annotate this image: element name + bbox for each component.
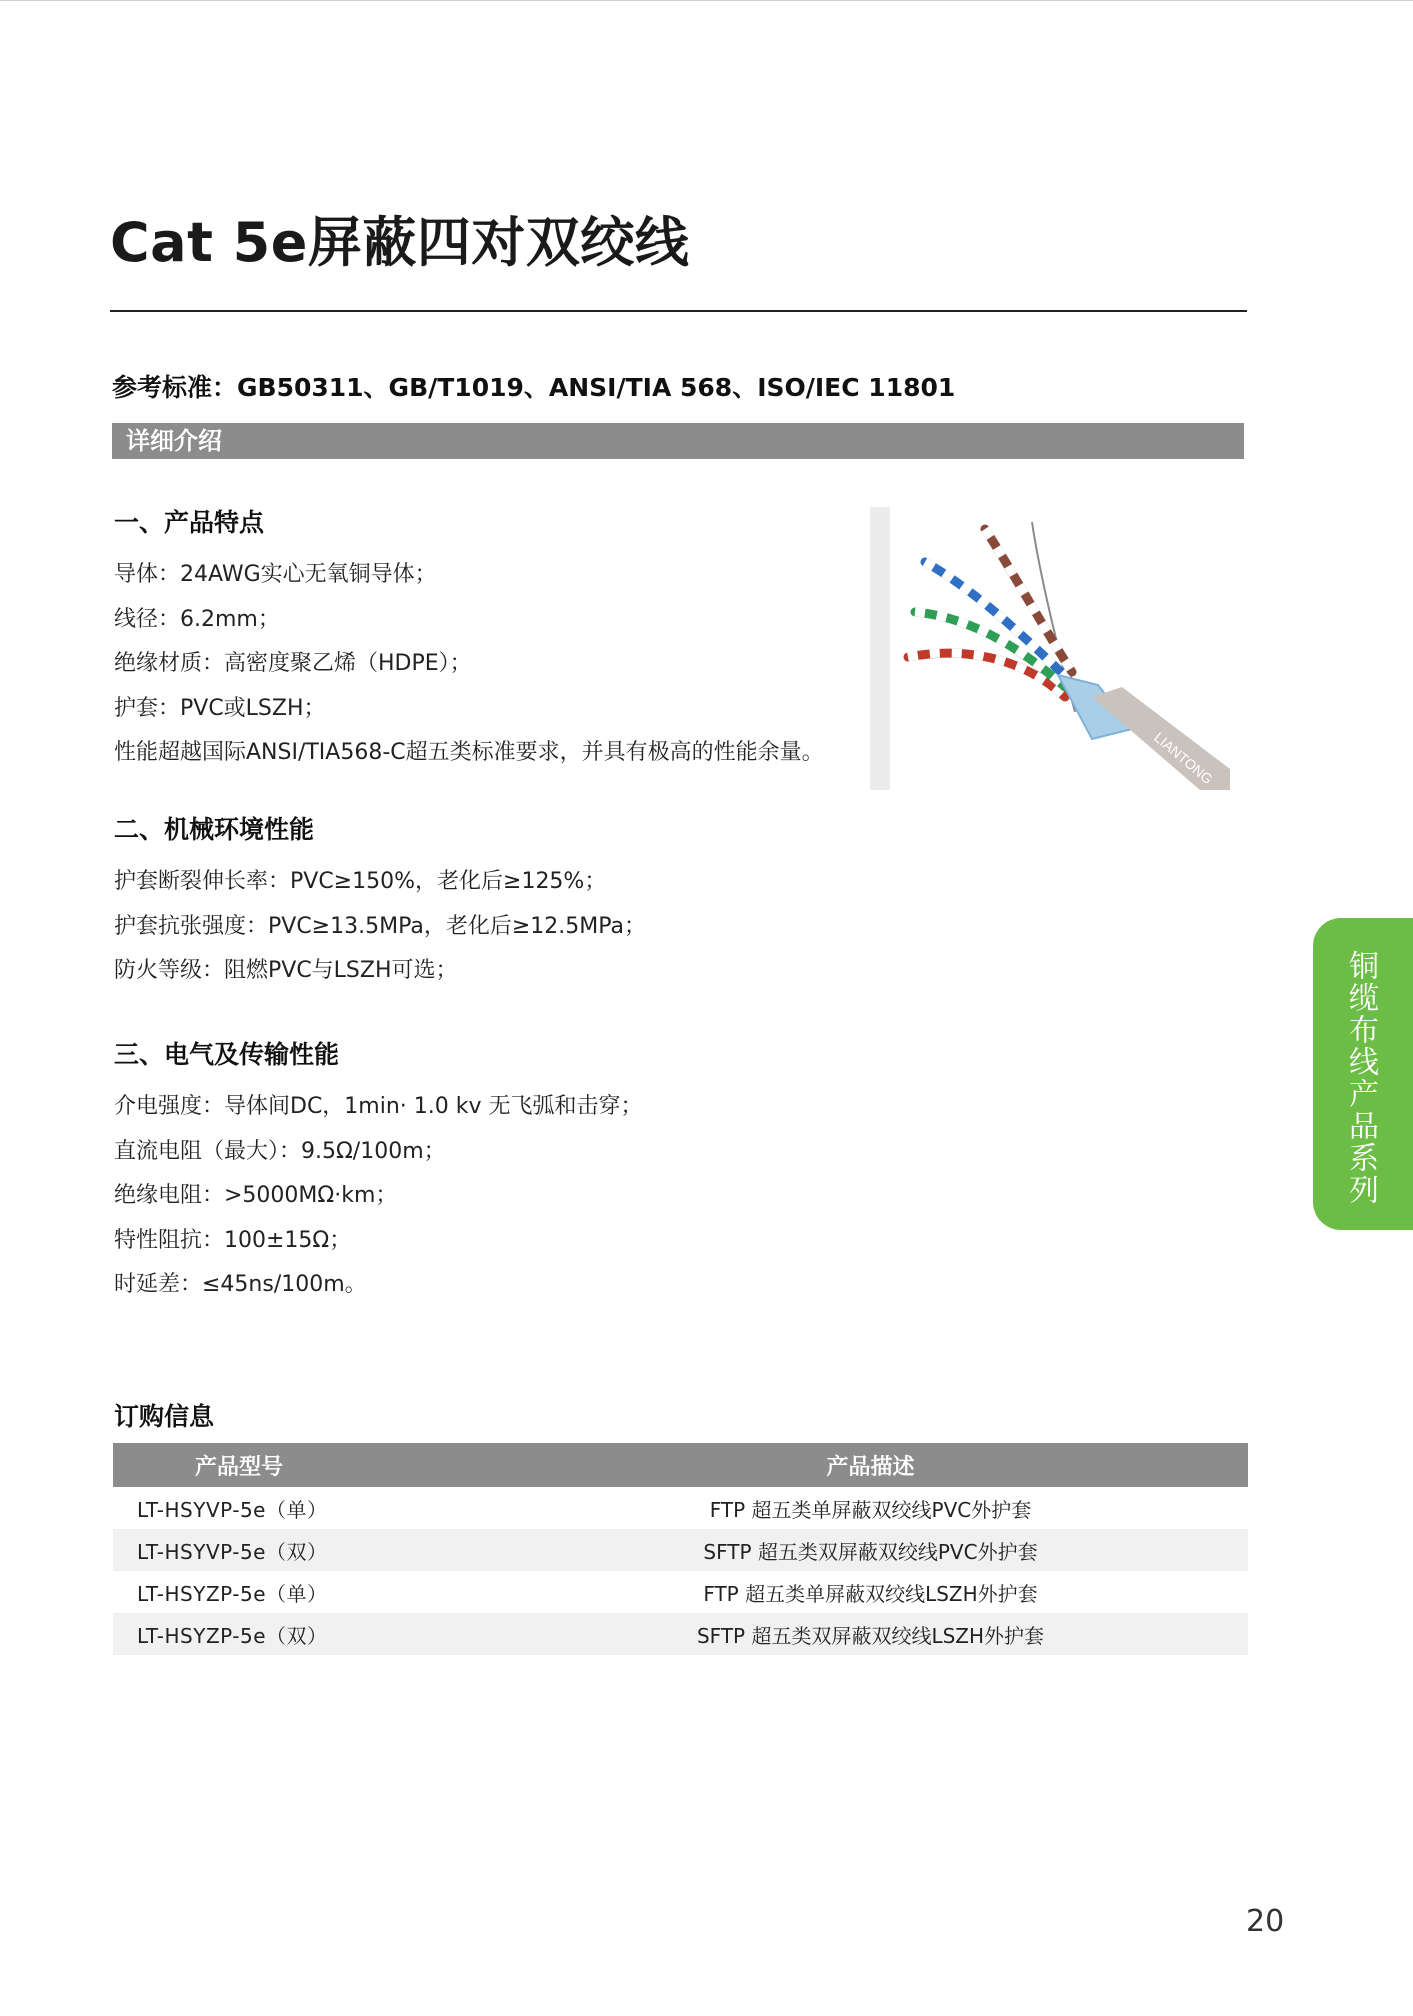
order-info-heading: 订购信息	[114, 1402, 215, 1431]
description-cell: FTP 超五类单屏蔽双绞线LSZH外护套	[703, 1581, 1038, 1606]
table-row	[113, 1613, 1248, 1655]
feature-line: 线径：6.2mm；	[114, 606, 280, 632]
model-cell: LT-HSYVP-5e（单）	[137, 1497, 328, 1522]
cable-product-image	[870, 507, 1230, 790]
feature-line: 绝缘电阻：>5000MΩ·km；	[114, 1183, 398, 1208]
table-row	[113, 1571, 1248, 1613]
feature-line: 护套断裂伸长率：PVC≥150%，老化后≥125%；	[114, 869, 607, 894]
feature-group-product-features	[114, 503, 874, 776]
top-rule	[0, 0, 1413, 1]
feature-line: 护套抗张强度：PVC≥13.5MPa，老化后≥12.5MPa；	[114, 913, 646, 939]
feature-group-mechanical	[114, 810, 874, 994]
section-bar-details: 详细介绍	[112, 423, 1244, 459]
feature-heading: 一、产品特点	[114, 508, 265, 537]
jacket-print: LIANTONG	[1151, 729, 1216, 788]
column-header-model: 产品型号	[113, 1443, 493, 1487]
feature-line: 导体：24AWG实心无氧铜导体；	[114, 562, 437, 587]
table-header-row	[113, 1443, 1248, 1487]
table-row	[113, 1529, 1248, 1571]
feature-heading: 三、电气及传输性能	[114, 1040, 340, 1069]
feature-line: 绝缘材质：高密度聚乙烯（HDPE）；	[114, 651, 472, 676]
feature-line: 护套：PVC或LSZH；	[114, 695, 326, 721]
side-tab-category[interactable]	[1313, 918, 1413, 1230]
page-number: 20	[1246, 1904, 1285, 1939]
description-cell: SFTP 超五类双屏蔽双绞线PVC外护套	[493, 1529, 1248, 1571]
model-cell: LT-HSYVP-5e（双）	[113, 1529, 493, 1571]
model-cell: LT-HSYZP-5e（单）	[137, 1581, 328, 1606]
feature-group-electrical	[114, 1035, 874, 1308]
feature-line: 特性阻抗：100±15Ω；	[114, 1227, 352, 1253]
feature-line: 时延差：≤45ns/100m。	[114, 1272, 367, 1297]
feature-line: 介电强度：导体间DC，1min· 1.0 kv 无飞弧和击穿；	[114, 1094, 643, 1119]
column-header-description: 产品描述	[493, 1443, 1248, 1487]
table-row	[113, 1487, 1248, 1529]
feature-heading: 二、机械环境性能	[114, 815, 315, 844]
feature-line: 性能超越国际ANSI/TIA568-C超五类标准要求，并具有极高的性能余量。	[114, 740, 824, 765]
reference-standards: 参考标准：GB50311、GB/T1019、ANSI/TIA 568、ISO/IEC 11801	[112, 373, 956, 402]
title-divider	[110, 310, 1247, 312]
description-cell: FTP 超五类单屏蔽双绞线PVC外护套	[709, 1497, 1032, 1522]
page-title: Cat 5e屏蔽四对双绞线	[110, 211, 690, 274]
model-cell: LT-HSYZP-5e（双）	[113, 1613, 493, 1655]
feature-line: 直流电阻（最大）：9.5Ω/100m；	[114, 1138, 446, 1164]
description-cell: SFTP 超五类双屏蔽双绞线LSZH外护套	[493, 1613, 1248, 1655]
order-table	[113, 1443, 1248, 1655]
side-tab-label: 铜缆布线产品系列	[1343, 950, 1378, 1206]
feature-line: 防火等级：阻燃PVC与LSZH可选；	[114, 958, 458, 983]
